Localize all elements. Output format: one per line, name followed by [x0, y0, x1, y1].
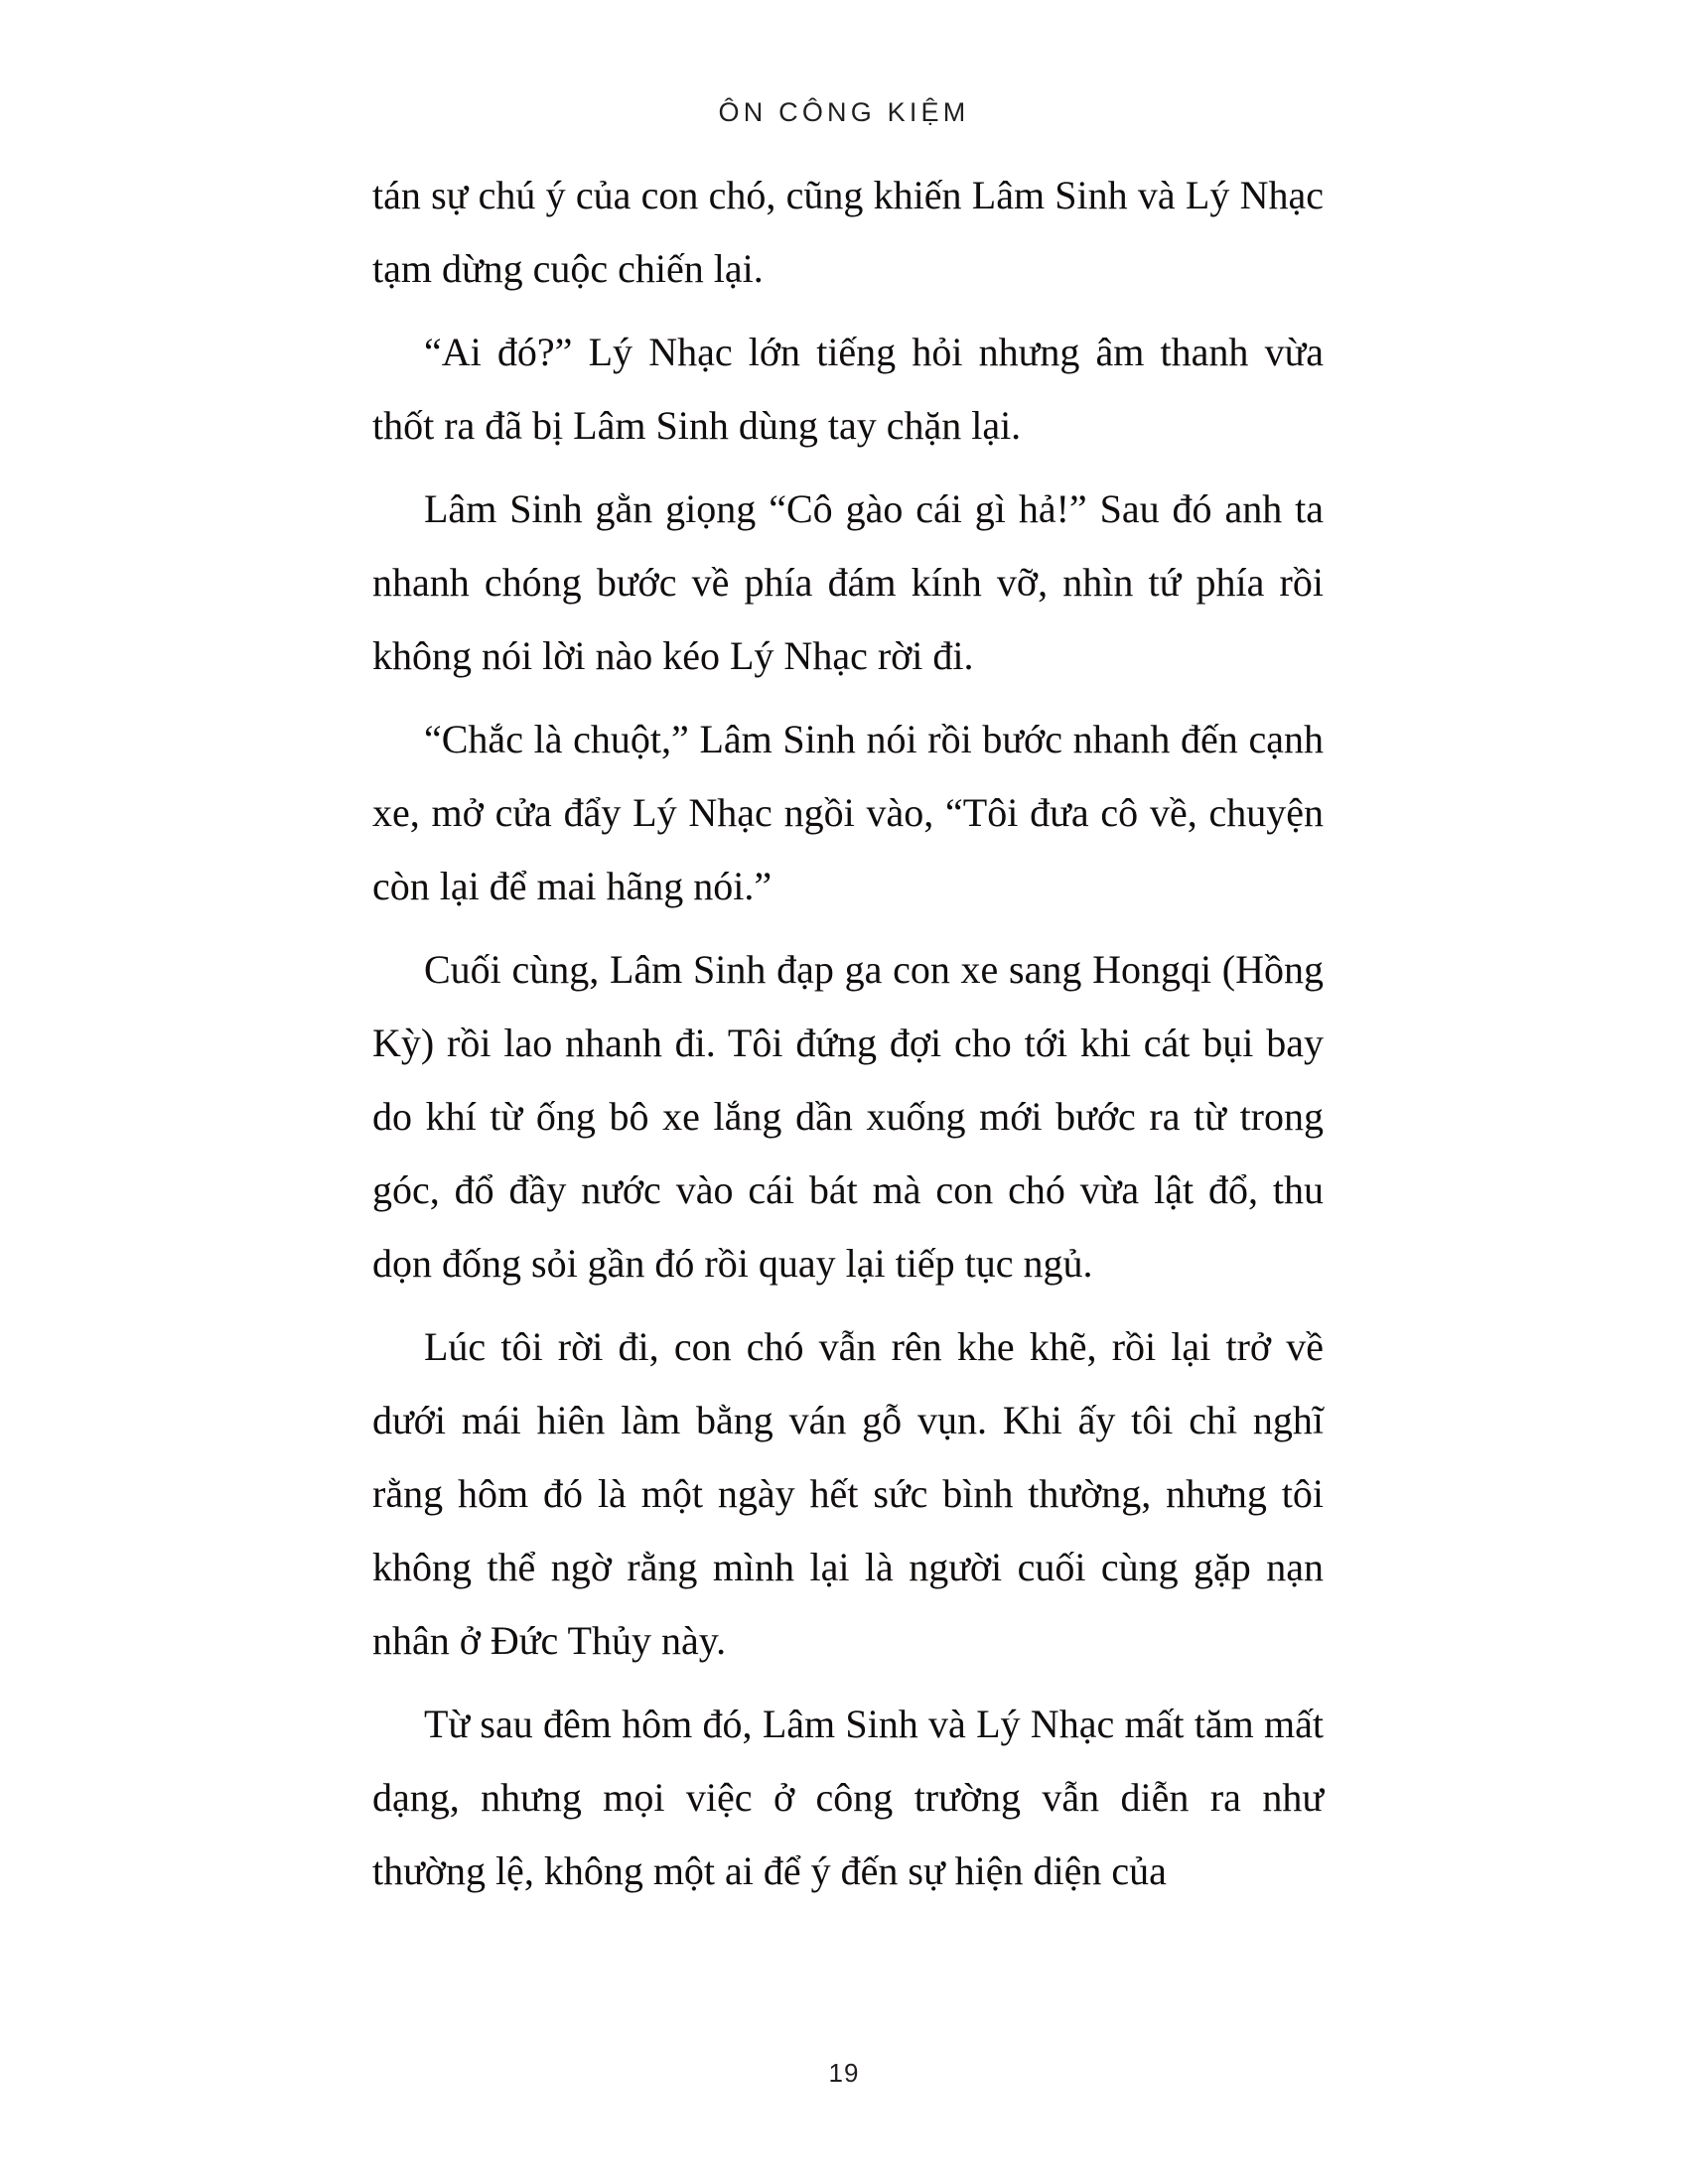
paragraph: Lâm Sinh gằn giọng “Cô gào cái gì hả!” Sau đó anh ta nhanh chóng bước về phía đám kính vỡ, nhìn tứ phía rồi không nói lời nào kéo Lý Nhạc rời đi.: [372, 486, 1324, 678]
paragraph: Cuối cùng, Lâm Sinh đạp ga con xe sang Hongqi (Hồng Kỳ) rồi lao nhanh đi. Tôi đứng đợi cho tới khi cát bụi bay do khí từ ống bô xe lắng dần xuống mới bước ra từ trong góc, đổ đầy nước vào cái bát mà con chó vừa lật đổ, thu dọn đống sỏi gần đó rồi quay lại tiếp tục ngủ.: [372, 947, 1324, 1286]
paragraph: tán sự chú ý của con chó, cũng khiến Lâm Sinh và Lý Nhạc tạm dừng cuộc chiến lại.: [372, 173, 1324, 291]
paragraph: “Ai đó?” Lý Nhạc lớn tiếng hỏi nhưng âm thanh vừa thốt ra đã bị Lâm Sinh dùng tay chặn lại.: [372, 330, 1324, 448]
paragraph: Từ sau đêm hôm đó, Lâm Sinh và Lý Nhạc mất tăm mất dạng, nhưng mọi việc ở công trường vẫn diễn ra như thường lệ, không một ai để ý đến sự hiện diện của: [372, 1702, 1324, 1893]
body-text-block: [372, 159, 1324, 1908]
page-number: 19: [828, 2058, 860, 2088]
running-header: ÔN CÔNG KIỆM: [718, 97, 970, 127]
paragraph: “Chắc là chuột,” Lâm Sinh nói rồi bước nhanh đến cạnh xe, mở cửa đẩy Lý Nhạc ngồi vào, “Tôi đưa cô về, chuyện còn lại để mai hãng nói.”: [372, 717, 1324, 908]
paragraph: Lúc tôi rời đi, con chó vẫn rên khe khẽ, rồi lại trở về dưới mái hiên làm bằng ván gỗ vụn. Khi ấy tôi chỉ nghĩ rằng hôm đó là một ngày hết sức bình thường, nhưng tôi không thể ngờ rằng mình lại là người cuối cùng gặp nạn nhân ở Đức Thủy này.: [372, 1324, 1324, 1663]
